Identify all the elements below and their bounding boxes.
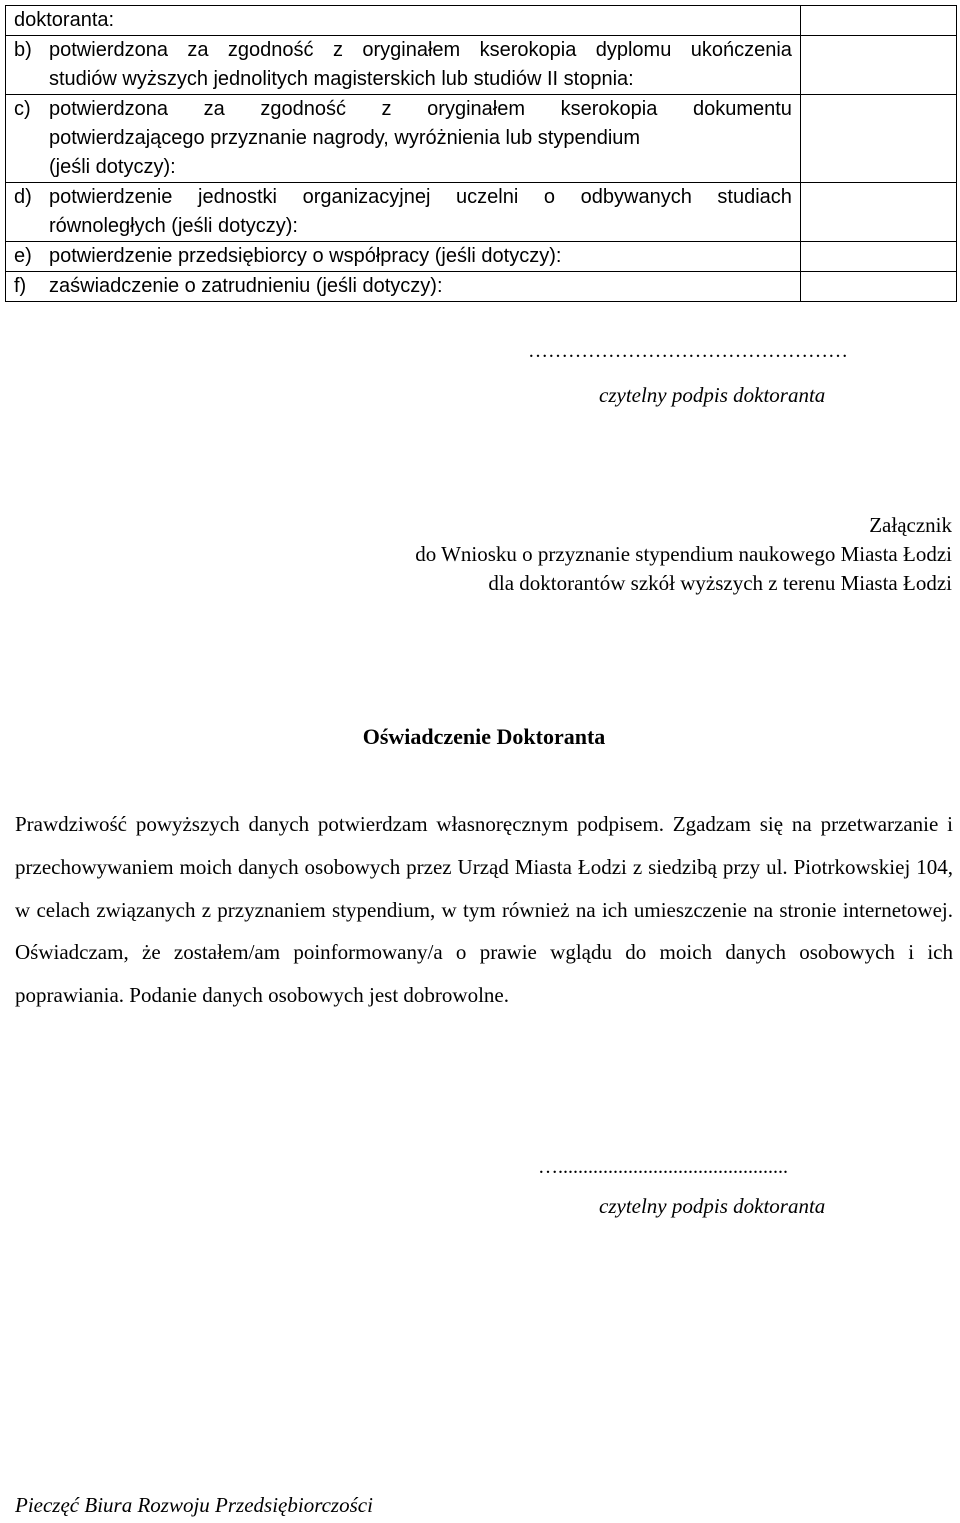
checkbox-cell[interactable] xyxy=(800,36,956,95)
table-row xyxy=(6,36,957,95)
signature-dots: ….............................................. xyxy=(538,1156,788,1178)
item-line: zaświadczenie o zatrudnieniu (jeśli dotyczy): xyxy=(49,275,443,297)
statement-title: Oświadczenie Doktoranta xyxy=(362,724,606,749)
table-row xyxy=(6,183,957,242)
signature-label: czytelny podpis doktoranta xyxy=(599,1194,826,1218)
item-line: potwierdzona za zgodność z oryginałem kserokopia dyplomu ukończenia xyxy=(49,39,792,61)
attachments-table xyxy=(5,5,957,302)
stamp-label: Pieczęć Biura Rozwoju Przedsiębiorczości xyxy=(15,1493,373,1517)
item-line: potwierdzającego przyznanie nagrody, wyróżnienia lub stypendium xyxy=(49,127,641,149)
item-letter: d) xyxy=(14,186,32,208)
attachment-first-line: doktoranta: xyxy=(14,9,115,31)
checkbox-cell[interactable] xyxy=(800,6,956,36)
annex-heading xyxy=(415,511,952,598)
item-line: potwierdzenie jednostki organizacyjnej uczelni o odbywanych studiach xyxy=(49,186,792,208)
checkbox-cell[interactable] xyxy=(800,272,956,302)
item-letter: c) xyxy=(14,98,31,120)
item-letter: f) xyxy=(14,275,27,297)
signature-dots: ………………………………………… xyxy=(528,340,848,362)
item-line: potwierdzona za zgodność z oryginałem kserokopia dokumentu xyxy=(49,98,792,120)
checkbox-cell[interactable] xyxy=(800,95,956,183)
attachment-cell xyxy=(6,36,801,95)
table-row xyxy=(6,242,957,272)
attachment-cell xyxy=(6,242,801,272)
attachment-cell xyxy=(6,272,801,302)
item-line: potwierdzenie przedsiębiorcy o współpracy (jeśli dotyczy): xyxy=(49,245,562,267)
attachment-cell xyxy=(6,95,801,183)
item-line: równoległych (jeśli dotyczy): xyxy=(49,215,298,237)
item-letter: e) xyxy=(14,245,32,267)
table-row xyxy=(6,272,957,302)
annex-line: do Wniosku o przyznanie stypendium naukowego Miasta Łodzi xyxy=(415,542,952,566)
annex-line: Załącznik xyxy=(869,513,952,537)
attachment-cell xyxy=(6,6,801,36)
table-row xyxy=(6,6,957,36)
checkbox-cell[interactable] xyxy=(800,242,956,272)
item-line: studiów wyższych jednolitych magisterskich lub studiów II stopnia: xyxy=(49,68,634,90)
item-letter: b) xyxy=(14,39,32,61)
checkbox-cell[interactable] xyxy=(800,183,956,242)
signature-label: czytelny podpis doktoranta xyxy=(599,383,826,407)
table-row xyxy=(6,95,957,183)
item-line: (jeśli dotyczy): xyxy=(49,156,176,178)
statement-text: Prawdziwość powyższych danych potwierdzam własnoręcznym podpisem. Zgadzam się na przetwarzanie i przechowywaniem moich danych osobowych przez Urząd Miasta Łodzi z siedzibą przy ul. Piotrkowskiej 104, w celach związanych z przyznaniem stypendium, w tym również na ich umieszczenie na stronie internetowej. Oświadczam, że zostałem/am poinformowany/a o prawie wglądu do moich danych osobowych i ich poprawiania. Podanie danych osobowych jest dobrowolne. xyxy=(15,812,953,1008)
annex-line: dla doktorantów szkół wyższych z terenu Miasta Łodzi xyxy=(488,571,952,595)
attachment-cell xyxy=(6,183,801,242)
